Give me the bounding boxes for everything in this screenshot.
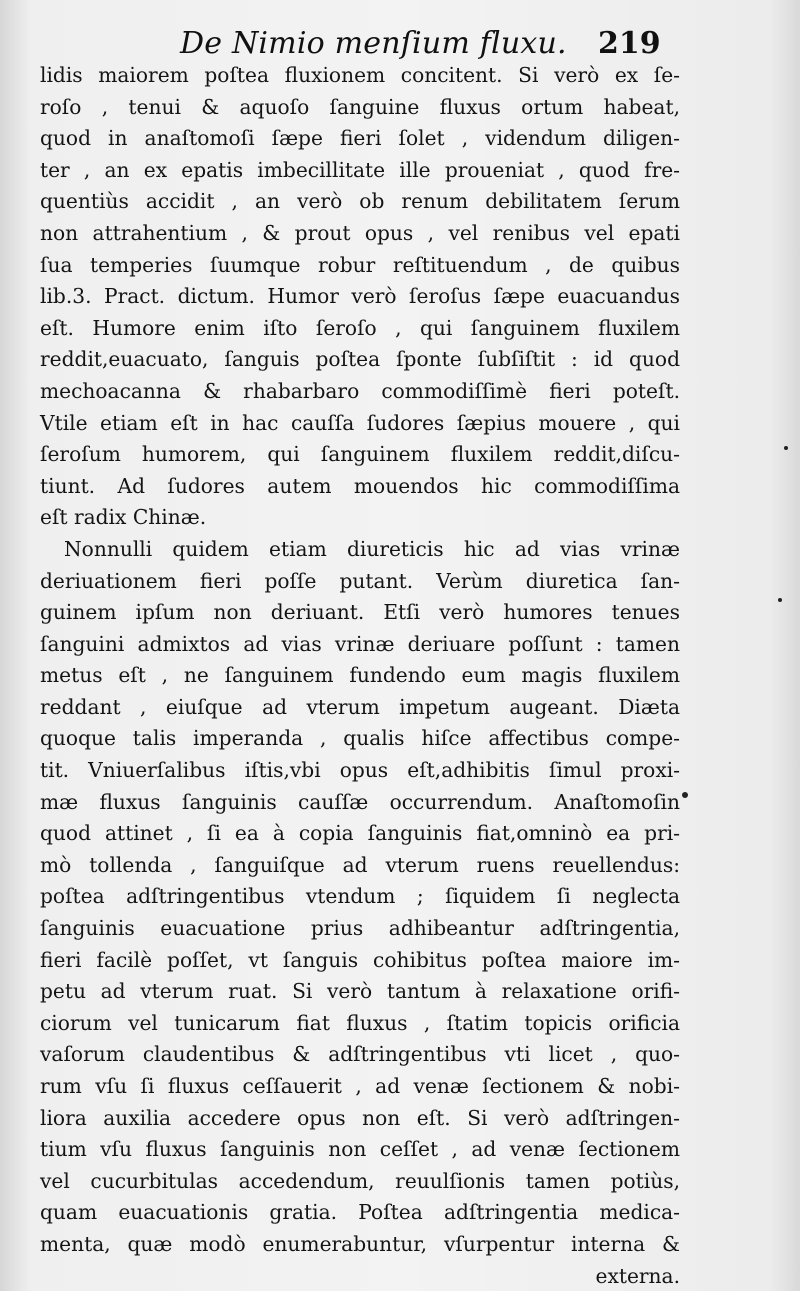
text-line: guinem ipſum non deriuant. Etſi verò humores tenues [40,600,680,625]
text-line: lidis maiorem poſtea fluxionem concitent. Si verò ex ſe- [40,63,680,87]
text-line: vaſorum claudentibus & adſtringentibus vti licet , quo- [40,1042,680,1067]
text-line: roſo , tenui & aquoſo ſanguine fluxus ortum habeat, [40,94,680,119]
text-line: metus eſt , ne ſanguinem fundendo eum magis fluxilem [40,663,680,688]
text-line: reddant , eiuſque ad vterum impetum augeant. Diæta [40,694,680,719]
text-line: Vtile etiam eſt in hac cauſſa ſudores ſæpius mouere , qui [40,410,680,435]
text-line: eſt. Humore enim iſto ſeroſo , qui ſanguinem fluxilem [40,315,680,340]
text-line: petu ad vterum ruat. Si verò tantum à relaxatione orifi- [40,979,680,1004]
text-line: Nonnulli quidem etiam diureticis hic ad vias vrinæ [64,536,680,561]
text-line: deriuationem fieri poſſe putant. Verùm diuretica ſan- [40,568,680,593]
page-header [0,20,800,64]
text-line: liora auxilia accedere opus non eſt. Si verò adſtringen- [40,1105,680,1130]
text-line: eſt radix Chinæ. [40,505,207,530]
text-line: fieri facilè poſſet, vt ſanguis cohibitus poſtea maiore im- [40,947,680,972]
paragraphs [40,60,680,1261]
text-line: quod attinet , ſi ea à copia ſanguinis fiat,omninò ea pri- [40,821,680,846]
text-line: ſeroſum humorem, qui ſanguinem fluxilem reddit,diſcu- [40,442,680,467]
running-title: De Nimio menſium fluxu. [180,26,567,61]
text-line: mò tollenda , ſanguiſque ad vterum ruens reuellendus: [40,852,680,877]
text-line: menta, quæ modò enumerabuntur, vſurpentur interna & [40,1231,680,1256]
text-line: vel cucurbitulas accedendum, reuulſionis tamen potiùs, [40,1168,680,1193]
text-line: ciorum vel tunicarum fiat fluxus , ſtatim topicis orificia [40,1010,680,1035]
text-line: mæ fluxus ſanguinis cauſſæ occurrendum. Anaſtomoſin [40,789,680,814]
ink-speck [784,446,788,450]
text-line: non attrahentium , & prout opus , vel renibus vel epati [40,220,680,245]
text-line: poſtea adſtringentibus vtendum ; ſiquidem ſi neglecta [40,884,680,909]
text-line: ſua temperies ſuumque robur reſtituendum , de quibus [40,252,680,277]
text-line: lib.3. Pract. dictum. Humor verò ſeroſus ſæpe euacuandus [40,284,680,309]
body-text [40,60,680,1291]
text-line: rum vſu ſi fluxus ceſſauerit , ad venæ ſectionem & nobi- [40,1074,680,1098]
text-line: ſanguini admixtos ad vias vrinæ deriuare poſſunt : tamen [40,631,680,656]
text-line: mechoacanna & rhabarbaro commodiſſimè fieri poteſt. [40,378,680,403]
text-line: ſanguinis euacuatione prius adhibeantur adſtringentia, [40,916,680,941]
text-line: reddit,euacuato, ſanguis poſtea ſponte ſubſiſtit : id quod [40,347,680,372]
text-line: quentiùs accidit , an verò ob renum debilitatem ſerum [40,189,680,214]
text-line: tiunt. Ad ſudores autem mouendos hic commodiſſima [40,473,680,498]
ink-speck [682,792,688,798]
catchword: externa. [595,1263,680,1288]
text-line: quoque talis imperanda , qualis hiſce affectibus compe- [40,726,680,751]
page-number: 219 [598,26,661,61]
text-line: ter , an ex epatis imbecillitate ille proueniat , quod fre- [40,157,680,182]
text-line: quod in anaſtomoſi ſæpe fieri ſolet , videndum diligen- [40,126,680,151]
ink-speck [778,598,782,602]
text-line: tit. Vniuerſalibus iſtis,vbi opus eſt,adhibitis ſimul proxi- [40,758,680,783]
text-line: tium vſu fluxus ſanguinis non ceſſet , ad venæ ſectionem [40,1137,680,1162]
text-line: quam euacuationis gratia. Poſtea adſtringentia medica- [40,1200,680,1225]
